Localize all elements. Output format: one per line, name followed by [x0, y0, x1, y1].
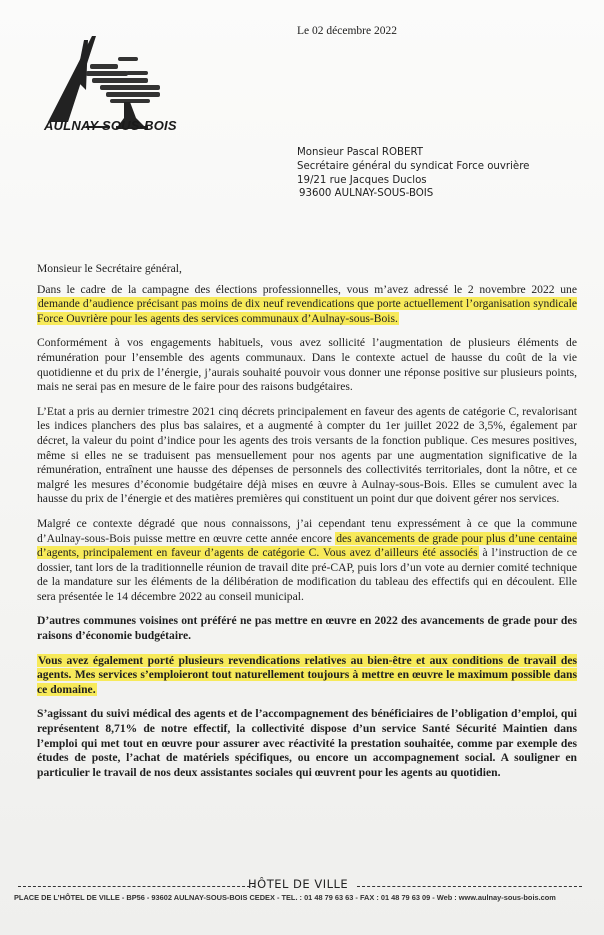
footer-address: PLACE DE L’HÔTEL DE VILLE - BP56 - 93602 AULNAY-SOUS-BOIS CEDEX - TEL. : 01 48 79 63 63 - FAX : 01 48 79 63 09 - Web : www.aulnay-sous-bois.com [14, 893, 556, 902]
city-logo-emblem-icon [40, 30, 180, 155]
paragraph-4-rest: à l’instruction de ce dossier, tant lors de la traditionnelle réunion de travail dite pré-CAP, puis lors d’un vote au dernier comité technique de la mandature sur les éléments de la délibération de modification du tableau des effectifs qui en découlent. Elle sera présentée le 14 décembre 2022 au conseil municipal. [37, 546, 577, 603]
footer-rule-left [18, 886, 255, 887]
recipient-street: 19/21 rue Jacques Duclos [297, 174, 427, 186]
paragraph-3: L’Etat a pris au dernier trimestre 2021 cinq décrets principalement en faveur des agents de catégorie C, revalorisant les indices planchers des plus bas salaires, et a augmenté à compter du 1er juillet 2022 de 3,5%, également par décret, la valeur du point d’indice pour les agents des trois versants de la fonction publique. Ces mesures positives, même si elles ne se traduisent pas mensuellement pour nos agents par une augmentation significative de la rémunération, entraînent une hausse des dépenses de personnels des collectivités territoriales, dont la nôtre, et ce malgré les mesures d’économie budgétaire déjà mises en œuvre à Aulnay-sous-Bois. Elles se cumulent avec la hausse du prix de l’énergie et des matières premières qui constituent un point dur que doivent gérer nos services. [37, 404, 577, 506]
paragraph-2: Conformément à vos engagements habituels, vous avez sollicité l’augmentation de plusieurs éléments de rémunération pour l’ensemble des agents communaux. Dans le contexte actuel de hausse du coût de la vie quotidienne et du prix de l’énergie, j’aurais souhaité pouvoir vous donner une réponse positive sur plusieurs points, mais ne serai pas en mesure de le faire pour des raisons budgétaires. [37, 336, 577, 394]
letter-date: Le 02 décembre 2022 [297, 25, 397, 37]
recipient-title: Secrétaire général du syndicat Force ouvrière [297, 160, 530, 172]
paragraph-4 [37, 517, 577, 605]
paragraph-1-highlight: demande d’audience précisant pas moins de dix neuf revendications que porte actuellement l’organisation syndicale Force Ouvrière pour les agents des services communaux d’Aulnay-sous-Bois. [37, 297, 577, 325]
recipient-address [297, 146, 529, 201]
footer-rule-right [357, 886, 582, 887]
paragraph-4-highlight: des avancements de grade pour plus d’une centaine d’agents, principalement en faveur d’agents de catégorie C. Vous avez d’ailleurs été associés [37, 531, 577, 560]
paragraph-5: D’autres communes voisines ont préféré ne pas mettre en œuvre en 2022 des avancements de grade pour des raisons d’économie budgétaire. [37, 614, 577, 643]
paragraph-1-text: Dans le cadre de la campagne des élections professionnelles, vous m’avez adressé le 2 novembre 2022 une [37, 282, 577, 296]
recipient-city: 93600 AULNAY-SOUS-BOIS [299, 188, 434, 200]
footer-title: HÔTEL DE VILLE [248, 877, 349, 891]
city-logo [40, 30, 180, 155]
logo-caption: AULNAY-SOUS-BOIS [44, 118, 177, 133]
paragraph-1 [37, 283, 577, 327]
recipient-name: Monsieur Pascal ROBERT [297, 147, 423, 158]
paragraph-6-highlight: Vous avez également porté plusieurs revendications relatives au bien-être et aux conditions de travail des agents. Mes services s’emploieront tout naturellement toujours à mettre en œuvre le maximum possible dans ce domaine. [37, 653, 577, 696]
paragraph-6 [37, 654, 577, 698]
salutation: Monsieur le Secrétaire général, [37, 262, 182, 275]
paragraph-7: S’agissant du suivi médical des agents et de l’accompagnement des bénéficiaires de l’obligation d’emploi, qui représentent 8,71% de notre effectif, la collectivité dispose d’un service Santé Sécurité Maintien dans l’emploi qui met tout en œuvre pour assurer avec réactivité la prestation souhaitée, comme par exemple des études de poste, l’achat de matériels spécifiques, ou encore un accompagnement social. A souligner en particulier le travail de nos deux assistantes sociales qui œuvrent pour les agents au quotidien. [37, 707, 577, 779]
paragraph-4-text: Malgré ce contexte dégradé que nous connaissons, j’ai cependant tenu expressément à ce que la commune d’Aulnay-sous-Bois puisse mettre en œuvre cette année encore [37, 516, 577, 545]
letter-body [37, 262, 577, 790]
